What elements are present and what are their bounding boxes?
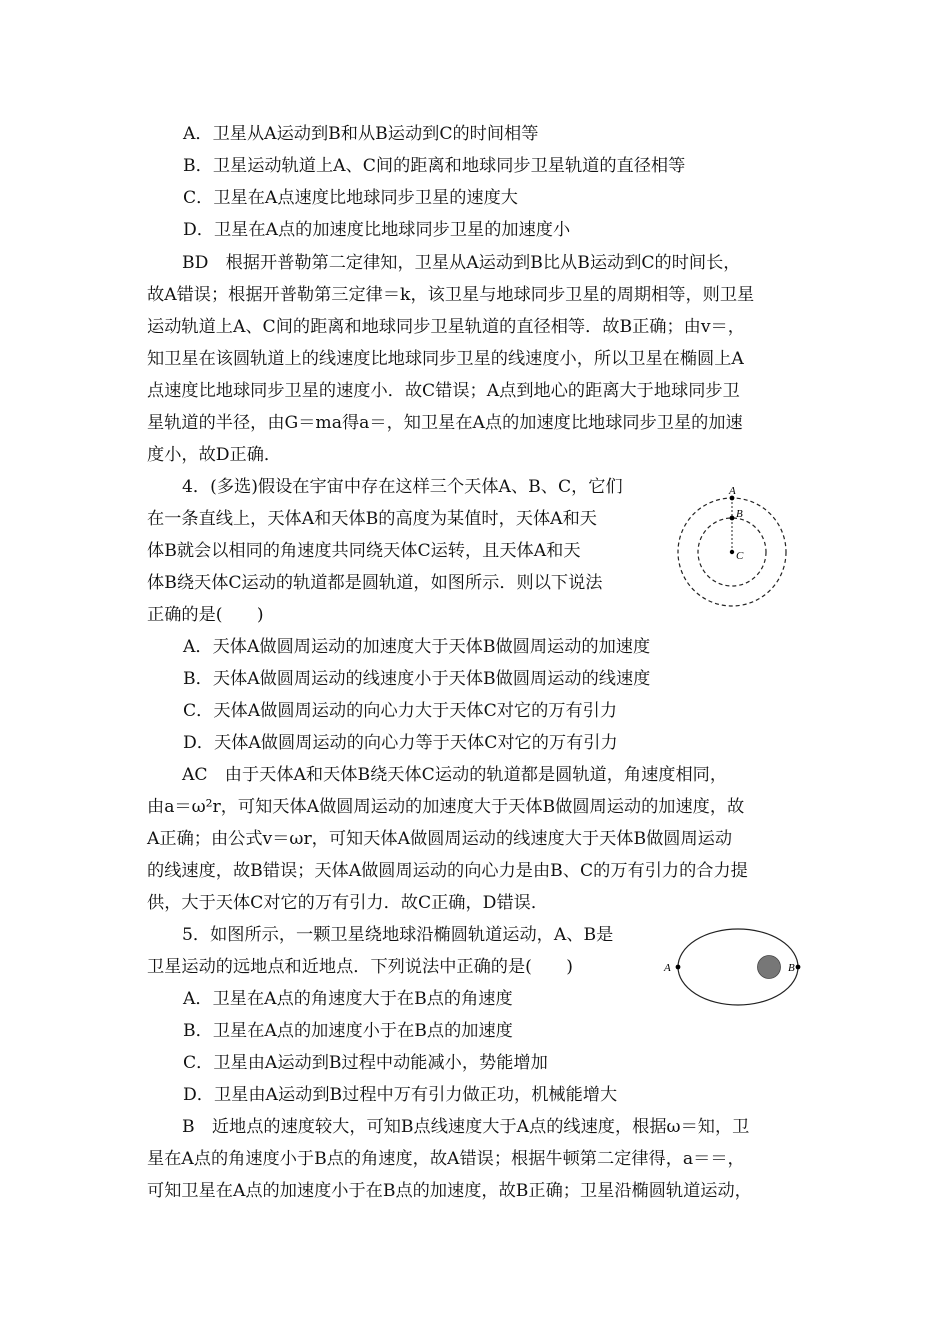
q5-option-b: B．卫星在A点的加速度小于在B点的加速度	[183, 1021, 513, 1041]
q3-answer-line: 运动轨道上A、C间的距离和地球同步卫星轨道的直径相等．故B正确；由v＝，	[147, 317, 745, 337]
q5-answer-line: B 近地点的速度较大，可知B点线速度大于A点的线速度，根据ω＝知，卫	[182, 1117, 750, 1137]
label-a: A	[664, 962, 671, 974]
q3-answer-line: 度小，故D正确．	[147, 445, 282, 465]
label-b: B	[736, 508, 743, 520]
q4-answer-line: 供，大于天体C对它的万有引力．故C正确，D错误．	[147, 893, 549, 913]
q5-answer-line: 可知卫星在A点的加速度小于在B点的加速度，故B正确；卫星沿椭圆轨道运动，	[147, 1181, 752, 1201]
q3-option-d: D．卫星在A点的加速度比地球同步卫星的加速度小	[183, 220, 571, 240]
q4-stem-line: 体B绕天体C运动的轨道都是圆轨道，如图所示．则以下说法	[147, 573, 603, 593]
body-b-dot	[730, 516, 735, 521]
q5-option-a: A．卫星在A点的角速度大于在B点的角速度	[183, 989, 513, 1009]
q4-stem-line: 4．(多选)假设在宇宙中存在这样三个天体A、B、C，它们	[182, 477, 623, 497]
q4-answer-line: AC 由于天体A和天体B绕天体C运动的轨道都是圆轨道，角速度相同，	[182, 765, 728, 785]
q4-stem-line: 体B就会以相同的角速度共同绕天体C运转，且天体A和天	[147, 541, 581, 561]
q3-option-c: C．卫星在A点速度比地球同步卫星的速度大	[183, 188, 518, 208]
q3-option-a: A．卫星从A运动到B和从B运动到C的时间相等	[183, 124, 539, 144]
body-c-dot	[730, 550, 734, 554]
q4-answer-line: 由a＝ω²r，可知天体A做圆周运动的加速度大于天体B做圆周运动的加速度，故	[147, 797, 745, 817]
q4-orbit-diagram	[672, 480, 792, 615]
q5-option-c: C．卫星由A运动到B过程中动能减小，势能增加	[183, 1053, 548, 1073]
q3-answer-line: 星轨道的半径，由G＝ma得a＝，知卫星在A点的加速度比地球同步卫星的加速	[147, 413, 743, 433]
q4-option-b: B．天体A做圆周运动的线速度小于天体B做圆周运动的线速度	[183, 669, 651, 689]
earth-icon	[758, 956, 781, 979]
q4-stem-line: 在一条直线上，天体A和天体B的高度为某值时，天体A和天	[147, 509, 597, 529]
point-b-dot	[796, 965, 801, 970]
q5-option-d: D．卫星由A运动到B过程中万有引力做正功，机械能增大	[183, 1085, 618, 1105]
q4-option-d: D．天体A做圆周运动的向心力等于天体C对它的万有引力	[183, 733, 618, 753]
q4-option-c: C．天体A做圆周运动的向心力大于天体C对它的万有引力	[183, 701, 618, 721]
q5-stem-line: 卫星运动的远地点和近地点．下列说法中正确的是( )	[147, 957, 573, 977]
q3-answer-line: BD 根据开普勒第二定律知，卫星从A运动到B比从B运动到C的时间长，	[182, 253, 741, 273]
q4-answer-line: 的线速度，故B错误；天体A做圆周运动的向心力是由B、C的万有引力的合力提	[147, 861, 748, 881]
q5-stem-line: 5．如图所示，一颗卫星绕地球沿椭圆轨道运动，A、B是	[182, 925, 614, 945]
q4-answer-line: A正确；由公式v＝ωr，可知天体A做圆周运动的线速度大于天体B做圆周运动	[147, 829, 733, 849]
q4-stem-line: 正确的是( )	[147, 605, 264, 625]
q3-option-b: B．卫星运动轨道上A、C间的距离和地球同步卫星轨道的直径相等	[183, 156, 686, 176]
point-a-dot	[676, 965, 681, 970]
q4-option-a: A．天体A做圆周运动的加速度大于天体B做圆周运动的加速度	[183, 637, 651, 657]
q3-answer-line: 故A错误；根据开普勒第三定律＝k，该卫星与地球同步卫星的周期相等，则卫星	[147, 285, 755, 305]
label-b: B	[788, 962, 795, 974]
label-c: C	[736, 550, 744, 562]
q3-answer-line: 点速度比地球同步卫星的速度小．故C错误；A点到地心的距离大于地球同步卫	[147, 381, 740, 401]
label-a: A	[729, 485, 736, 497]
q3-answer-line: 知卫星在该圆轨道上的线速度比地球同步卫星的线速度小，所以卫星在椭圆上A	[147, 349, 744, 369]
q5-ellipse-diagram	[660, 925, 802, 1009]
q5-answer-line: 星在A点的角速度小于B点的角速度，故A错误；根据牛顿第二定律得，a＝＝，	[147, 1149, 745, 1169]
